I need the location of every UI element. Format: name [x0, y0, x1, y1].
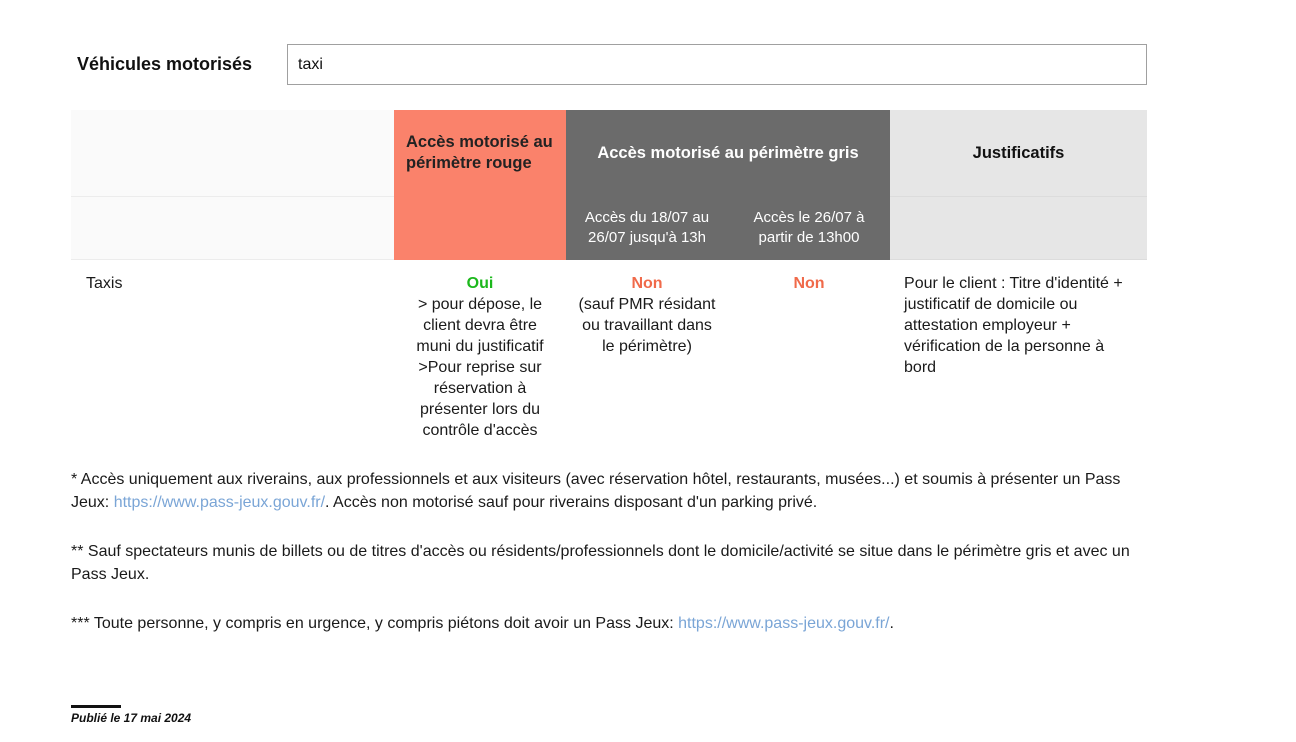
header-row: [71, 110, 1147, 197]
red-zone-detail-1: > pour dépose, le client devra être muni du justificatif: [416, 295, 544, 355]
pass-jeux-link[interactable]: https://www.pass-jeux.gouv.fr/: [678, 615, 890, 632]
subheader-gray-period-1: Accès du 18/07 au 26/07 jusqu'à 13h: [566, 197, 728, 260]
table-row: [71, 260, 1147, 453]
red-zone-detail-2: >Pour reprise sur réservation à présenter lors du contrôle d'accès: [418, 358, 542, 439]
gray-period-1-detail: (sauf PMR résidant ou travaillant dans le périmètre): [578, 295, 716, 355]
subheader-gray-period-2: Accès le 26/07 à partir de 13h00: [728, 197, 890, 260]
footnote-3-text-end: .: [889, 615, 894, 632]
filter-label: Véhicules motorisés: [77, 54, 253, 74]
status-no: Non: [793, 274, 825, 292]
vehicle-filter: [77, 44, 1148, 86]
footnote-2: ** Sauf spectateurs munis de billets ou de titres d'accès ou résidents/professionnels dont le domicile/activité se situe dans le périmètre gris et avec un Pass Jeux.: [71, 543, 1130, 583]
cell-gray-period-2: [728, 260, 890, 453]
footnote-1-text-end: . Accès non motorisé sauf pour riverains disposant d'un parking privé.: [325, 494, 818, 511]
header-red-zone: Accès motorisé au périmètre rouge: [394, 110, 566, 197]
footnote-1-text: * Accès uniquement aux riverains, aux professionnels et aux visiteurs (avec réservation hôtel, restaurants, musées...) et soumis à présenter un Pass Jeux:: [71, 471, 1121, 511]
footnote-1: [71, 468, 1131, 514]
cell-red-zone: [394, 260, 566, 453]
publication-date: Publié le 17 mai 2024: [71, 711, 192, 725]
header-gray-zone: Accès motorisé au périmètre gris: [566, 110, 890, 197]
divider: [71, 705, 121, 708]
row-label-taxis: Taxis: [86, 275, 123, 292]
vehicle-search-input[interactable]: [287, 44, 1147, 85]
status-yes: Oui: [466, 274, 494, 292]
footnote-3: [71, 612, 1131, 635]
status-no: Non: [631, 274, 663, 292]
header-empty-cell: [71, 110, 394, 197]
subheader-red-zone: [394, 197, 566, 260]
header-justificatifs: Justificatifs: [890, 110, 1147, 197]
subheader-row: [71, 197, 1147, 260]
cell-gray-period-1: [566, 260, 728, 453]
footnote-3-text: *** Toute personne, y compris en urgence, y compris piétons doit avoir un Pass Jeux:: [71, 615, 679, 632]
subheader-empty-cell: [71, 197, 394, 260]
access-table: [71, 110, 1147, 453]
cell-justificatifs: Pour le client : Titre d'identité + justificatif de domicile ou attestation employeur + vérification de la personne à bord: [904, 275, 1123, 376]
pass-jeux-link[interactable]: https://www.pass-jeux.gouv.fr/: [113, 494, 326, 511]
footnotes: [71, 468, 1131, 661]
subheader-justificatifs: [890, 197, 1147, 260]
